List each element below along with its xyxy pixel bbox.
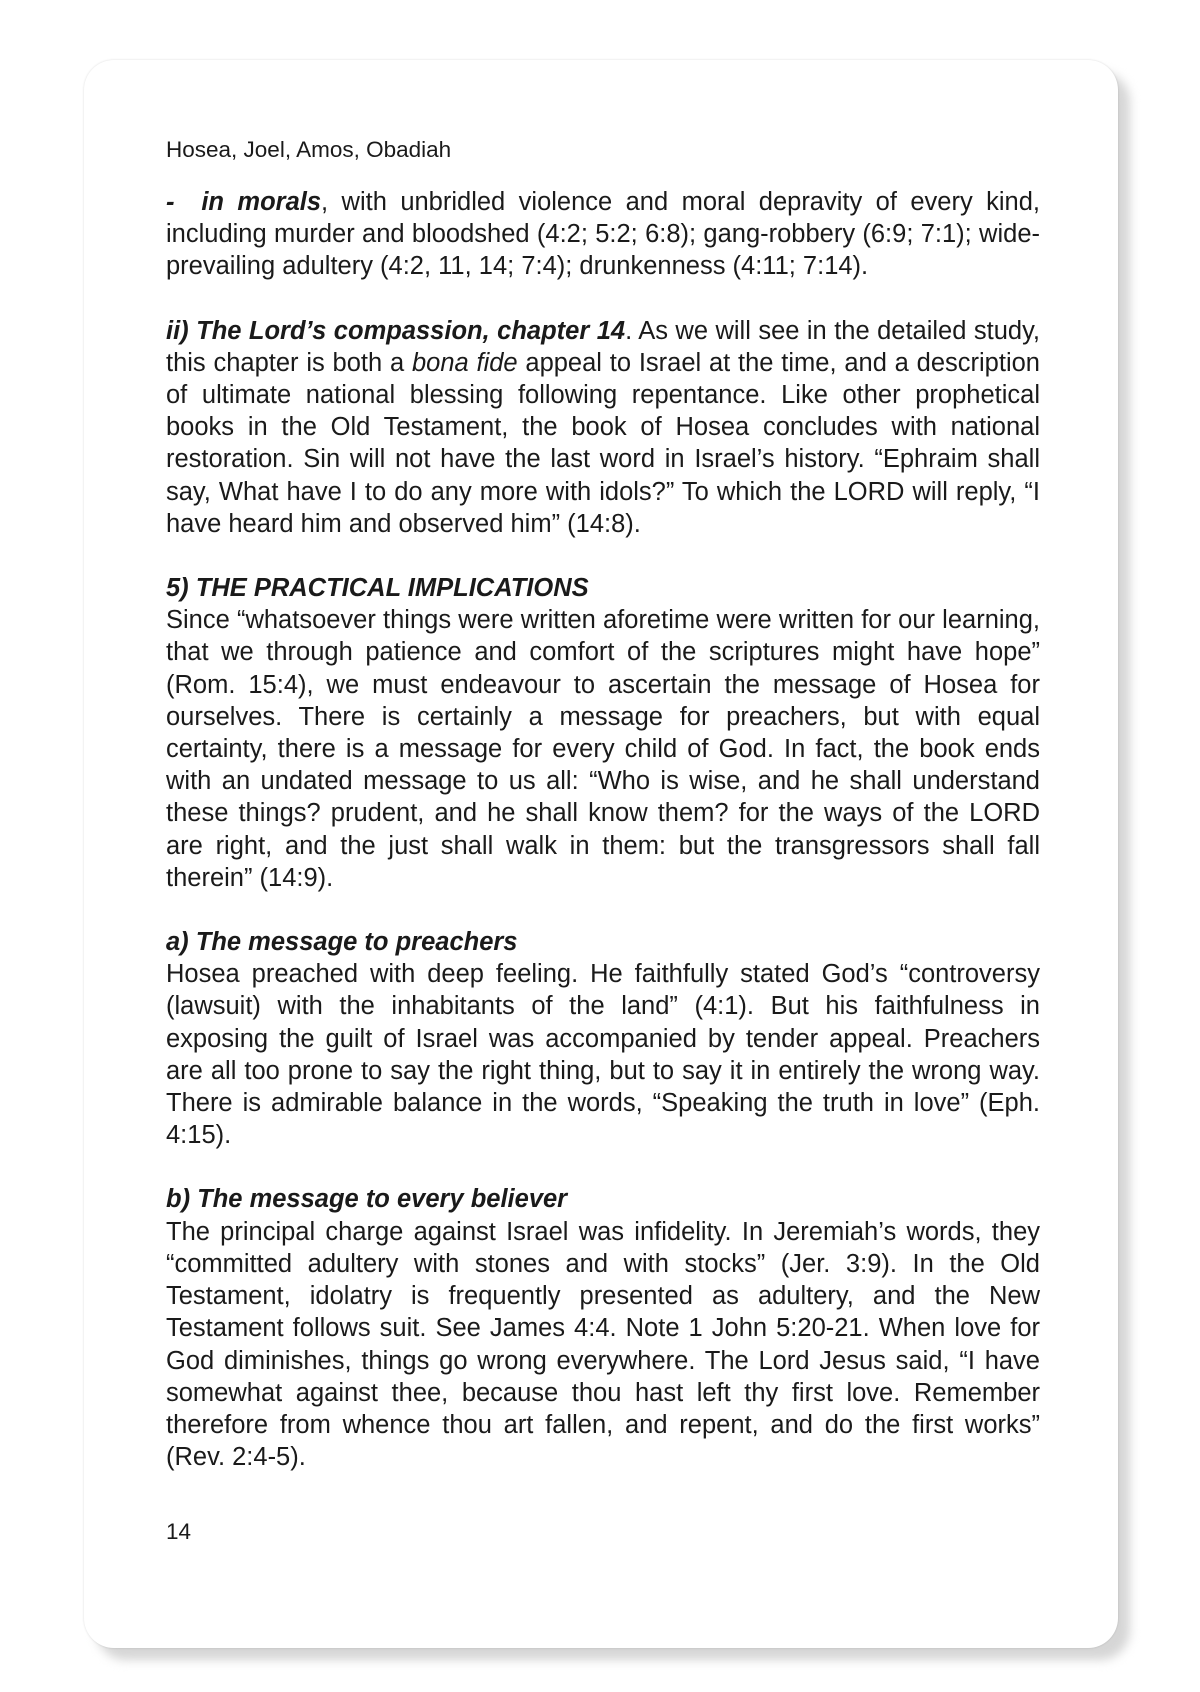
compassion-text-2: appeal to Israel at the time, and a description of ultimate national blessing following repentance. Like other prophetical books in the Old Testament, the book of Hosea concludes with national restoration. Sin will not have the last word in Israel’s history. “Ephraim shall say, What have I to do any more with idols?” To which the LORD will reply, “I have heard him and observed him” (14:8).	[166, 348, 1040, 538]
compassion-text-1: . As we will see in the detailed study, this chapter is both a	[166, 316, 1041, 377]
morals-text: , with unbridled violence and moral depravity of every kind, including murder and bloodshed (4:2; 5:2; 6:8); gang-robbery (6:9; 7:1); wide-prevailing adultery (4:2, 11, 14; 7:4); drunkenness (4:11; 7:14).	[166, 188, 1040, 281]
section-practical-implications	[166, 572, 1040, 894]
compassion-lead: ii) The Lord’s compassion, chapter 14	[166, 316, 626, 345]
compassion-italic: bona fide	[411, 348, 518, 377]
section-heading-believer: b) The message to every believer	[166, 1185, 568, 1214]
section-believer	[166, 1183, 1040, 1473]
section-heading-practical: 5) THE PRACTICAL IMPLICATIONS	[166, 574, 589, 603]
paragraph-compassion	[166, 315, 1040, 540]
running-head: Hosea, Joel, Amos, Obadiah	[166, 137, 452, 162]
paragraph-morals	[166, 186, 1040, 283]
section-heading-preachers: a) The message to preachers	[166, 928, 518, 957]
section-preachers	[166, 926, 1040, 1151]
section-preachers-text: Hosea preached with deep feeling. He faithfully stated God’s “controversy (lawsuit) with the inhabitants of the land” (4:1). But his faithfulness in exposing the guilt of Israel was accompanied by tender appeal. Preachers are all too prone to say the right thing, but to say it in entirely the wrong way. There is admirable balance in the words, “Speaking the truth in love” (Eph. 4:15).	[166, 960, 1040, 1150]
page-content	[166, 136, 1040, 1473]
morals-dash: -	[166, 188, 175, 216]
section-practical-text: Since “whatsoever things were written aforetime were written for our learning, that we through patience and comfort of the scriptures might have hope” (Rom. 15:4), we must endeavour to ascertain the message of Hosea for ourselves. There is certainly a message for preachers, but with equal certainty, there is a message for every child of God. In fact, the book ends with an undated message to us all: “Who is wise, and he shall understand these things? prudent, and he shall know them? for the ways of the LORD are right, and the just shall walk in them: but the transgressors shall fall therein” (14:9).	[166, 606, 1040, 892]
morals-lead: in morals	[201, 188, 322, 216]
section-believer-text: The principal charge against Israel was infidelity. In Jeremiah’s words, they “committed adultery with stones and with stocks” (Jer. 3:9). In the Old Testament, idolatry is frequently presented as adultery, and the New Testament follows suit. See James 4:4. Note 1 John 5:20-21. When love for God diminishes, things go wrong everywhere. The Lord Jesus said, “I have somewhat against thee, because thou hast left thy first love. Remember therefore from whence thou art fallen, and repent, and do the first works” (Rev. 2:4-5).	[166, 1217, 1040, 1472]
page-number: 14	[166, 1519, 192, 1544]
